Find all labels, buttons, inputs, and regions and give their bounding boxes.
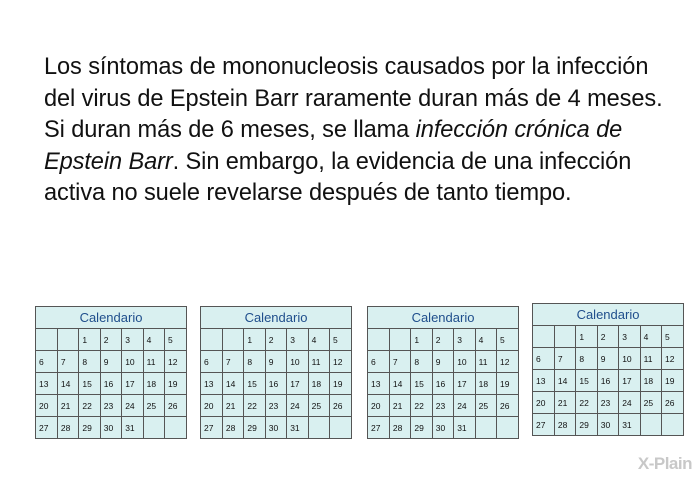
calendar-day-cell: 12 <box>330 351 351 373</box>
calendar-day-cell: 17 <box>287 373 308 395</box>
paragraph-italic-term: infección crónica de Epstein Barr <box>44 117 623 175</box>
calendar-day-cell: 26 <box>165 395 186 417</box>
paragraph-text-end: . Sin embargo, la evidencia de una infección activa no suele revelarse después de tanto tiempo. <box>44 148 632 206</box>
calendar-day-cell: 19 <box>497 373 518 395</box>
calendar-day-cell: 9 <box>265 351 286 373</box>
calendar-day-cell: 31 <box>287 417 308 439</box>
calendar-week-row <box>368 417 518 439</box>
calendar-week-row <box>533 392 683 414</box>
calendar-day-cell: 7 <box>554 348 575 370</box>
calendar-week-row <box>368 395 518 417</box>
calendar-week-row <box>201 351 351 373</box>
calendar-day-cell: 7 <box>222 351 243 373</box>
calendar-day-cell <box>222 329 243 351</box>
calendar-day-cell: 17 <box>619 370 640 392</box>
calendar-day-cell <box>368 329 389 351</box>
calendar-day-cell: 3 <box>287 329 308 351</box>
calendar-day-cell: 21 <box>389 395 410 417</box>
calendar-day-cell: 6 <box>36 351 57 373</box>
calendar-day-cell: 21 <box>57 395 78 417</box>
calendar-day-cell: 6 <box>533 348 554 370</box>
calendar-day-cell: 24 <box>122 395 143 417</box>
calendar-day-cell <box>533 326 554 348</box>
calendar-day-cell: 30 <box>597 414 618 436</box>
calendar-day-cell: 12 <box>662 348 683 370</box>
calendar-title: Calendario <box>201 307 351 329</box>
calendar-day-cell: 24 <box>619 392 640 414</box>
calendar-day-cell <box>143 417 164 439</box>
calendar-day-cell: 19 <box>165 373 186 395</box>
calendar-day-cell <box>330 417 351 439</box>
calendar-day-cell: 2 <box>432 329 453 351</box>
calendar-day-cell: 9 <box>100 351 121 373</box>
calendar-day-cell: 12 <box>165 351 186 373</box>
calendar-4 <box>532 303 684 436</box>
calendar-day-cell: 20 <box>36 395 57 417</box>
calendar-week-row <box>36 351 186 373</box>
calendar-day-cell: 11 <box>308 351 329 373</box>
calendar-day-cell <box>308 417 329 439</box>
calendar-day-cell <box>475 417 496 439</box>
calendar-title: Calendario <box>36 307 186 329</box>
calendar-day-cell: 5 <box>330 329 351 351</box>
calendar-day-cell: 3 <box>619 326 640 348</box>
calendar-day-cell: 23 <box>265 395 286 417</box>
calendar-day-cell: 18 <box>640 370 661 392</box>
calendar-day-cell: 27 <box>36 417 57 439</box>
calendar-day-cell <box>554 326 575 348</box>
calendar-day-cell: 19 <box>330 373 351 395</box>
calendar-day-cell: 10 <box>619 348 640 370</box>
calendar-day-cell: 1 <box>576 326 597 348</box>
calendar-day-cell: 26 <box>330 395 351 417</box>
calendar-day-cell: 9 <box>597 348 618 370</box>
calendar-day-cell: 8 <box>244 351 265 373</box>
calendar-day-cell: 21 <box>222 395 243 417</box>
calendar-week-row <box>533 414 683 436</box>
calendar-day-cell: 22 <box>411 395 432 417</box>
calendar-day-cell: 23 <box>432 395 453 417</box>
calendar-grid <box>533 326 683 435</box>
calendar-day-cell: 9 <box>432 351 453 373</box>
calendar-week-row <box>201 329 351 351</box>
calendar-day-cell: 22 <box>576 392 597 414</box>
calendar-day-cell: 30 <box>100 417 121 439</box>
calendar-day-cell: 13 <box>201 373 222 395</box>
calendar-week-row <box>36 395 186 417</box>
calendar-day-cell: 19 <box>662 370 683 392</box>
calendar-day-cell: 10 <box>454 351 475 373</box>
calendar-day-cell <box>640 414 661 436</box>
calendar-day-cell: 2 <box>265 329 286 351</box>
calendar-day-cell <box>165 417 186 439</box>
calendar-day-cell: 20 <box>368 395 389 417</box>
calendar-day-cell: 8 <box>576 348 597 370</box>
calendar-day-cell: 14 <box>554 370 575 392</box>
calendar-day-cell: 13 <box>36 373 57 395</box>
calendar-day-cell <box>57 329 78 351</box>
calendar-day-cell <box>201 329 222 351</box>
calendar-day-cell: 31 <box>454 417 475 439</box>
calendar-day-cell: 29 <box>244 417 265 439</box>
calendar-2 <box>200 306 352 439</box>
calendar-week-row <box>533 326 683 348</box>
calendar-day-cell: 31 <box>122 417 143 439</box>
calendar-day-cell: 29 <box>411 417 432 439</box>
calendar-day-cell: 13 <box>368 373 389 395</box>
calendar-day-cell: 16 <box>265 373 286 395</box>
calendar-day-cell: 14 <box>389 373 410 395</box>
calendar-day-cell: 27 <box>368 417 389 439</box>
calendar-day-cell: 16 <box>597 370 618 392</box>
calendar-day-cell: 5 <box>497 329 518 351</box>
calendar-day-cell: 17 <box>122 373 143 395</box>
calendar-day-cell <box>662 414 683 436</box>
calendar-day-cell: 1 <box>411 329 432 351</box>
calendar-day-cell: 28 <box>389 417 410 439</box>
calendar-day-cell: 4 <box>308 329 329 351</box>
calendar-day-cell: 1 <box>244 329 265 351</box>
calendar-day-cell: 30 <box>265 417 286 439</box>
calendar-day-cell: 20 <box>201 395 222 417</box>
calendar-day-cell: 25 <box>640 392 661 414</box>
calendar-day-cell: 15 <box>79 373 100 395</box>
calendar-day-cell: 2 <box>597 326 618 348</box>
calendar-title: Calendario <box>533 304 683 326</box>
calendar-week-row <box>533 348 683 370</box>
calendar-day-cell: 25 <box>143 395 164 417</box>
calendar-day-cell: 20 <box>533 392 554 414</box>
body-paragraph <box>44 52 684 210</box>
calendar-day-cell: 21 <box>554 392 575 414</box>
calendar-day-cell: 7 <box>389 351 410 373</box>
calendar-day-cell: 2 <box>100 329 121 351</box>
calendar-day-cell: 1 <box>79 329 100 351</box>
calendar-day-cell: 15 <box>411 373 432 395</box>
calendar-grid <box>368 329 518 438</box>
calendar-grid <box>36 329 186 438</box>
calendar-week-row <box>533 370 683 392</box>
calendar-day-cell: 14 <box>222 373 243 395</box>
calendar-1 <box>35 306 187 439</box>
calendar-day-cell: 17 <box>454 373 475 395</box>
calendar-day-cell: 24 <box>454 395 475 417</box>
calendar-day-cell: 18 <box>308 373 329 395</box>
calendar-day-cell: 29 <box>576 414 597 436</box>
calendar-day-cell: 6 <box>201 351 222 373</box>
calendar-3 <box>367 306 519 439</box>
calendar-week-row <box>36 329 186 351</box>
calendar-day-cell: 16 <box>432 373 453 395</box>
calendar-day-cell: 4 <box>143 329 164 351</box>
x-plain-logo: X-Plain <box>637 454 692 473</box>
calendar-week-row <box>368 351 518 373</box>
calendar-day-cell: 31 <box>619 414 640 436</box>
calendar-day-cell: 4 <box>475 329 496 351</box>
calendar-day-cell: 11 <box>143 351 164 373</box>
calendar-day-cell: 16 <box>100 373 121 395</box>
calendar-day-cell: 23 <box>100 395 121 417</box>
calendar-day-cell: 26 <box>497 395 518 417</box>
paragraph-text: Los síntomas de mononucleosis causados por la infección del virus de Epstein Barr raramente duran más de 4 meses. Si duran más de 6 meses, se llama <box>44 54 663 143</box>
calendar-day-cell: 25 <box>308 395 329 417</box>
calendar-week-row <box>201 417 351 439</box>
calendar-day-cell <box>497 417 518 439</box>
calendar-day-cell: 29 <box>79 417 100 439</box>
calendar-day-cell: 28 <box>554 414 575 436</box>
calendar-day-cell: 24 <box>287 395 308 417</box>
calendar-day-cell: 22 <box>244 395 265 417</box>
calendar-day-cell: 15 <box>244 373 265 395</box>
calendar-day-cell: 23 <box>597 392 618 414</box>
calendar-day-cell: 3 <box>122 329 143 351</box>
calendar-day-cell: 27 <box>201 417 222 439</box>
calendar-week-row <box>201 395 351 417</box>
calendar-day-cell: 18 <box>143 373 164 395</box>
calendar-week-row <box>368 373 518 395</box>
calendar-day-cell: 5 <box>662 326 683 348</box>
calendar-day-cell: 5 <box>165 329 186 351</box>
calendar-day-cell: 10 <box>122 351 143 373</box>
calendar-week-row <box>201 373 351 395</box>
calendar-day-cell: 28 <box>57 417 78 439</box>
calendar-day-cell: 26 <box>662 392 683 414</box>
calendar-day-cell: 25 <box>475 395 496 417</box>
calendar-week-row <box>36 373 186 395</box>
calendar-day-cell: 8 <box>411 351 432 373</box>
calendar-day-cell: 4 <box>640 326 661 348</box>
calendar-day-cell: 13 <box>533 370 554 392</box>
calendar-day-cell: 15 <box>576 370 597 392</box>
calendar-day-cell: 6 <box>368 351 389 373</box>
calendar-grid <box>201 329 351 438</box>
calendar-day-cell: 18 <box>475 373 496 395</box>
calendar-day-cell: 28 <box>222 417 243 439</box>
calendar-day-cell: 7 <box>57 351 78 373</box>
calendar-day-cell: 12 <box>497 351 518 373</box>
calendar-week-row <box>36 417 186 439</box>
calendar-title: Calendario <box>368 307 518 329</box>
calendar-day-cell: 30 <box>432 417 453 439</box>
calendar-day-cell: 8 <box>79 351 100 373</box>
calendar-day-cell <box>36 329 57 351</box>
calendar-week-row <box>368 329 518 351</box>
calendar-day-cell: 11 <box>475 351 496 373</box>
calendar-day-cell: 10 <box>287 351 308 373</box>
calendar-day-cell <box>389 329 410 351</box>
calendar-day-cell: 27 <box>533 414 554 436</box>
calendar-day-cell: 3 <box>454 329 475 351</box>
calendar-day-cell: 11 <box>640 348 661 370</box>
calendar-day-cell: 22 <box>79 395 100 417</box>
calendar-day-cell: 14 <box>57 373 78 395</box>
